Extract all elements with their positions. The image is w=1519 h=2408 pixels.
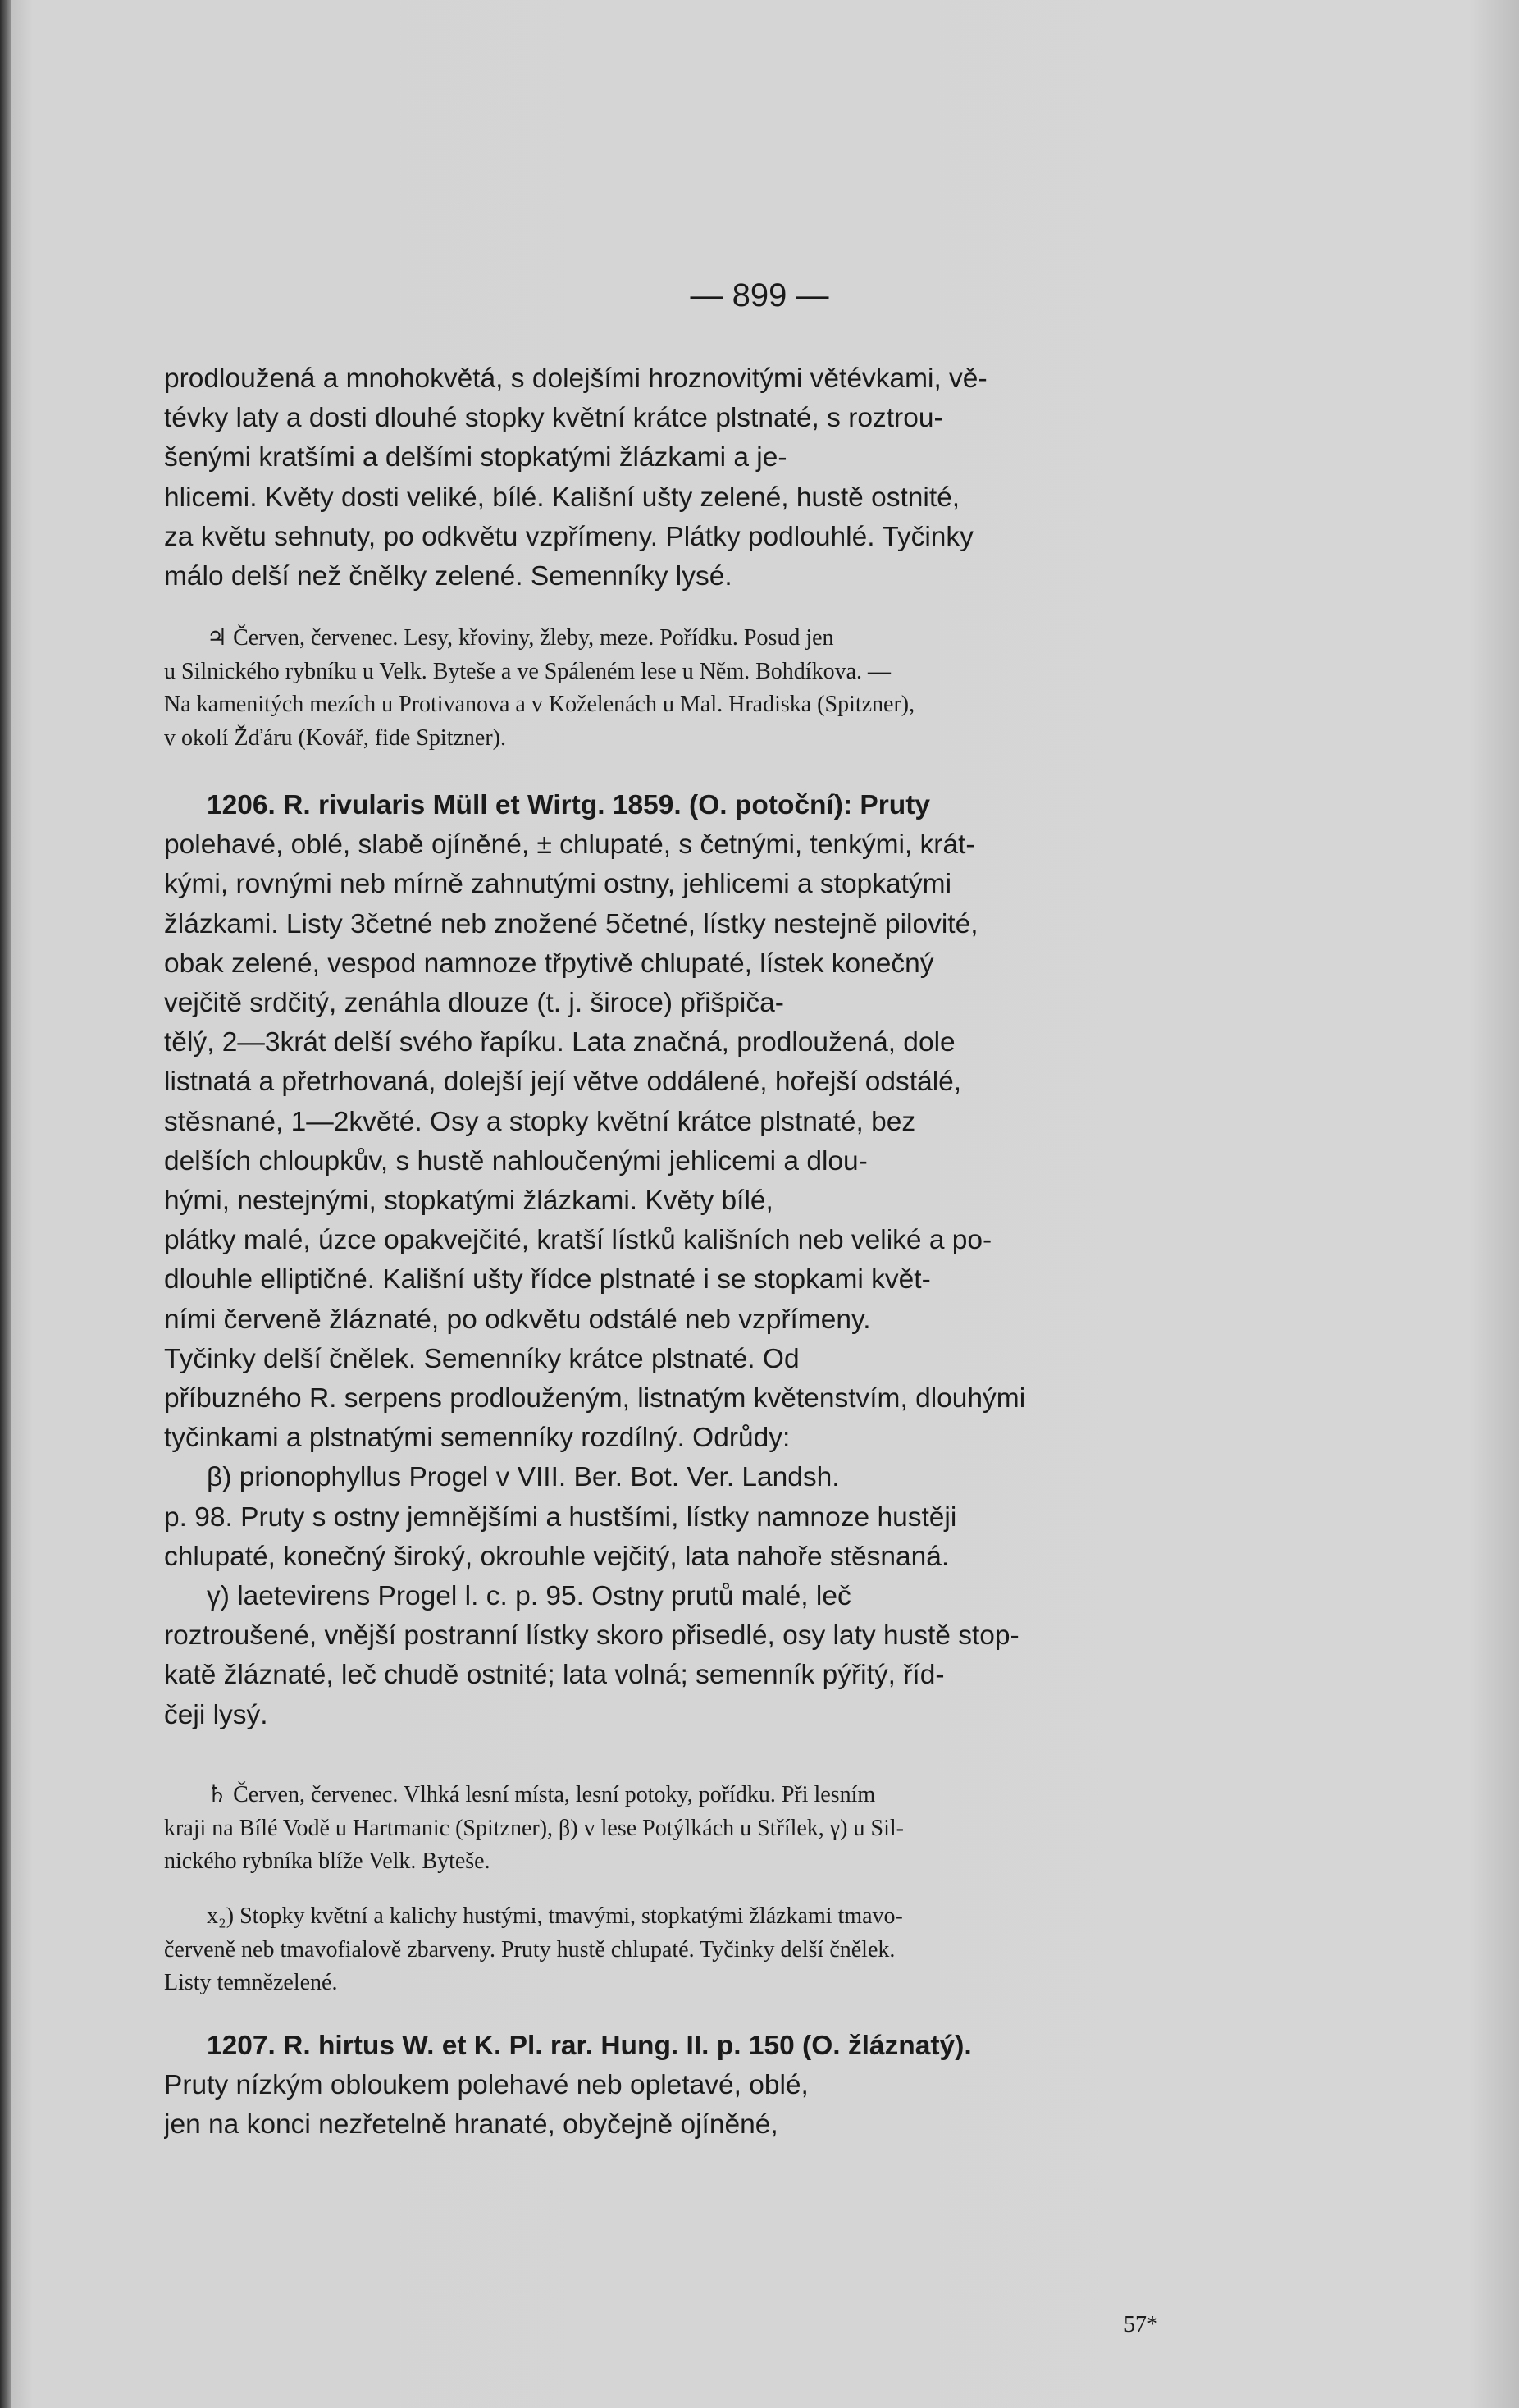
text-line: hými, nestejnými, stopkatými žlázkami. Květy bílé,: [164, 1186, 773, 1217]
text-line: nického rybníka blíže Velk. Byteše.: [164, 1848, 490, 1875]
text-line: chlupaté, konečný široký, okrouhle vejčitý, lata nahoře stěsnaná.: [164, 1541, 950, 1572]
text-line: polehavé, oblé, slabě ojíněné, ± chlupaté, s četnými, tenkými, krát-: [164, 829, 975, 861]
text-line: u Silnického rybníku u Velk. Byteše a ve Spáleném lese u Něm. Bohdíkova. —: [164, 658, 892, 684]
text-line: dlouhle elliptičné. Kališní ušty řídce plstnaté i se stopkami květ-: [164, 1264, 931, 1295]
text-line: v okolí Žďáru (Kovář, fide Spitzner).: [164, 724, 506, 751]
text-line: 1207. R. hirtus W. et K. Pl. rar. Hung. II. p. 150 (O. žláznatý).: [207, 2031, 972, 2061]
text-line: čeji lysý.: [164, 1699, 268, 1730]
text-line: ními červeně žláznaté, po odkvětu odstálé neb vzpřímeny.: [164, 1304, 871, 1335]
text-line: 1206. R. rivularis Müll et Wirtg. 1859. (O. potoční): Pruty: [207, 790, 931, 820]
text-line: tělý, 2—3krát delší svého řapíku. Lata značná, prodloužená, dole: [164, 1027, 956, 1058]
text-line: x₂) Stopky květní a kalichy hustými, tmavými, stopkatými žlázkami tmavo-: [207, 1903, 903, 1929]
text-line: kraji na Bílé Vodě u Hartmanic (Spitzner), β) v lese Potýlkách u Střílek, γ) u Sil-: [164, 1815, 904, 1841]
text-line: žlázkami. Listy 3četné neb znožené 5četné, lístky nestejně pilovité,: [164, 908, 978, 939]
habitat-note-1206: [164, 1779, 1238, 1879]
text-line: za květu sehnuty, po odkvětu vzpřímeny. Plátky podlouhlé. Tyčinky: [164, 521, 974, 552]
text-line: červeně neb tmavofialově zbarveny. Pruty hustě chlupaté. Tyčinky delší čnělek.: [164, 1936, 896, 1962]
habitat-note-1205: [164, 622, 1238, 755]
page-edge-shadow: [0, 0, 11, 2408]
page-number: — 899 —: [690, 277, 829, 313]
text-line: Na kamenitých mezích u Protivanova a v Koželenách u Mal. Hradiska (Spitzner),: [164, 692, 915, 718]
text-line: Pruty nízkým obloukem polehavé neb opletavé, oblé,: [164, 2070, 809, 2101]
hybrid-note: [164, 1900, 1238, 2000]
text-line: roztroušené, vnější postranní lístky skoro přisedlé, osy laty hustě stop-: [164, 1620, 1020, 1652]
text-line: hlicemi. Květy dosti veliké, bílé. Kališní ušty zelené, hustě ostnité,: [164, 482, 960, 513]
text-line: listnatá a přetrhovaná, dolejší její větve oddálené, hořejší odstálé,: [164, 1067, 962, 1098]
text-line: delších chloupkův, s hustě nahloučenými jehlicemi a dlou-: [164, 1145, 868, 1177]
text-line: plátky malé, úzce opakvejčité, kratší lístků kališních neb veliké a po-: [164, 1225, 992, 1256]
text-line: ♄ Červen, červenec. Vlhká lesní místa, lesní potoky, pořídku. Při lesním: [207, 1782, 876, 1807]
text-line: prodloužená a mnohokvětá, s dolejšími hroznovitými větévkami, vě-: [164, 363, 988, 394]
text-line: málo delší než čnělky zelené. Semenníky lysé.: [164, 561, 732, 592]
text-line: vejčitě srdčitý, zenáhla dlouze (t. j. široce) přišpiča-: [164, 988, 784, 1019]
text-line: β) prionophyllus Progel v VIII. Ber. Bot. Ver. Landsh.: [207, 1462, 840, 1493]
text-line: γ) laetevirens Progel l. c. p. 95. Ostny prutů malé, leč: [207, 1581, 851, 1612]
text-line: jen na konci nezřetelně hranaté, obyčejně ojíněné,: [164, 2109, 778, 2141]
text-line: obak zelené, vespod namnoze třpytivě chlupaté, lístek konečný: [164, 948, 934, 979]
species-entry-1207: [164, 2026, 1238, 2145]
text-line: příbuzného R. serpens prodlouženým, listnatým květenstvím, dlouhými: [164, 1383, 1026, 1414]
text-line: ♃ Červen, červenec. Lesy, křoviny, žleby, meze. Pořídku. Posud jen: [207, 625, 834, 651]
text-line: tyčinkami a plstnatými semenníky rozdílný. Odrůdy:: [164, 1423, 791, 1454]
signature-mark: 57*: [1124, 2312, 1158, 2337]
species-entry-1206: [164, 786, 1238, 1735]
text-line: katě žláznaté, leč chudě ostnité; lata volná; semenník pýřitý, říd-: [164, 1660, 945, 1691]
text-line: Tyčinky delší čnělek. Semenníky krátce plstnaté. Od: [164, 1343, 800, 1374]
text-line: šenými kratšími a delšími stopkatými žlázkami a je-: [164, 442, 787, 473]
text-line: p. 98. Pruty s ostny jemnějšími a hustšími, lístky namnoze hustěji: [164, 1501, 957, 1533]
text-line: tévky laty a dosti dlouhé stopky květní krátce plstnaté, s roztrou-: [164, 403, 943, 434]
text-line: Listy temnězelené.: [164, 1970, 338, 1996]
text-line: kými, rovnými neb mírně zahnutými ostny, jehlicemi a stopkatými: [164, 869, 952, 900]
paragraph-continuation: [164, 359, 1238, 596]
text-line: stěsnané, 1—2květé. Osy a stopky květní krátce plstnaté, bez: [164, 1106, 916, 1137]
